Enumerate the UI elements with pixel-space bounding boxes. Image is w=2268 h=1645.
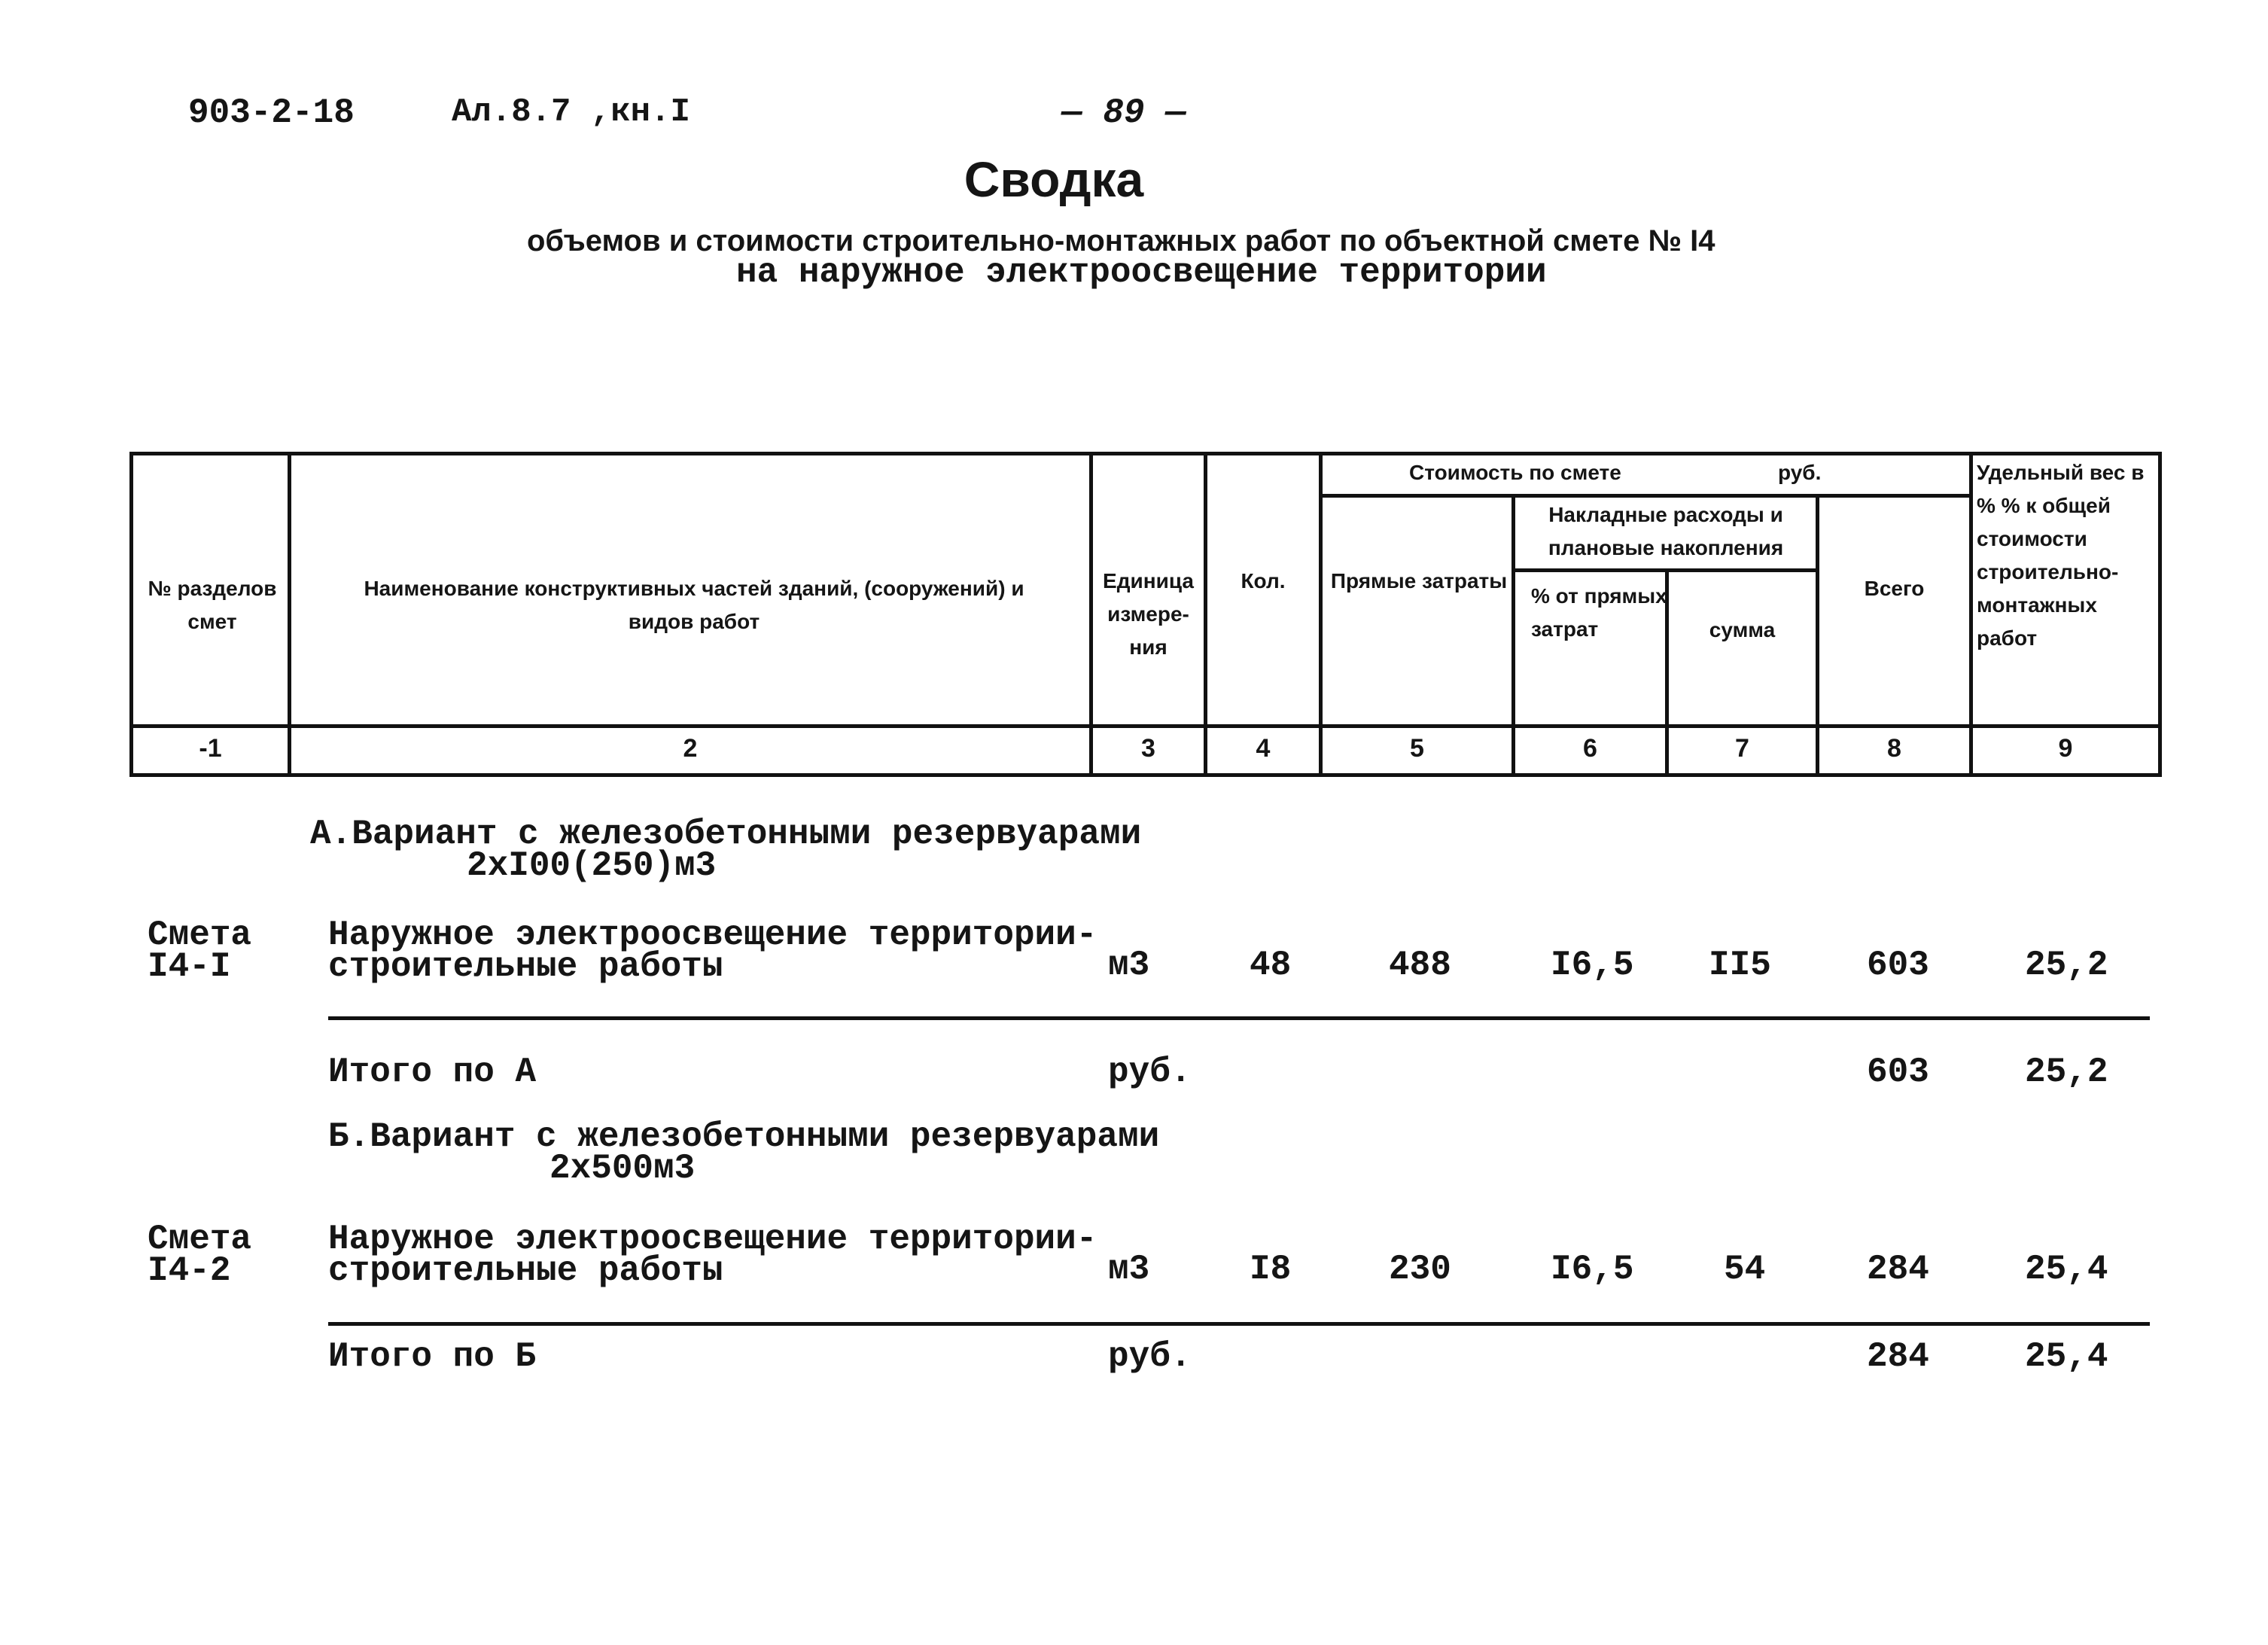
table-col-divider [1969, 452, 1973, 777]
col-number: 9 [2058, 734, 2073, 763]
col-number: 7 [1735, 734, 1749, 763]
work-description: Наружное электроосвещение территории- [328, 1220, 1097, 1259]
header-section-number: № разделов смет [148, 577, 277, 633]
table-col-divider [288, 452, 291, 777]
estimate-label: Смета [148, 1220, 252, 1259]
table-col-divider [1204, 452, 1207, 777]
album-reference: Ал.8.7 ,кн.I [452, 93, 690, 131]
col-number: -1 [199, 734, 222, 763]
col-number: 5 [1410, 734, 1424, 763]
work-description: Наружное электроосвещение территории- [328, 915, 1097, 955]
direct-cost-value: 230 [1389, 1250, 1451, 1289]
subtotal-rule [328, 1016, 2150, 1020]
total-value: 284 [1867, 1250, 1929, 1289]
section-a-heading-capacity: 2хI00(250)м3 [467, 846, 717, 885]
col-number: 3 [1141, 734, 1155, 763]
header-overhead-group: Накладные расходы и плановые накопления [1548, 503, 1784, 559]
quantity-value: 48 [1250, 946, 1292, 985]
subtotal-rule [328, 1322, 2150, 1326]
subtotal-share: 25,4 [2025, 1337, 2108, 1376]
estimate-label: Смета [148, 915, 252, 955]
header-cost-group: Стоимость по смете [1409, 461, 1621, 484]
unit-value: м3 [1108, 1250, 1150, 1289]
overhead-percent-value: I6,5 [1551, 946, 1634, 985]
subtotal-total: 284 [1867, 1337, 1929, 1376]
header-total: Всего [1864, 577, 1925, 600]
col-number: 2 [683, 734, 698, 763]
document-code: 903-2-18 [188, 93, 355, 133]
estimate-number: I4-2 [148, 1251, 231, 1290]
overhead-sum-value: II5 [1709, 946, 1771, 985]
subtotal-unit: руб. [1108, 1337, 1192, 1376]
subtitle-line-2: на наружное электроосвещение территории [736, 253, 1547, 292]
estimate-number: I4-I [148, 947, 231, 986]
col-number: 4 [1256, 734, 1271, 763]
subtitle-line-1: объемов и стоимости строительно-монтажных работ по объектной смете № I4 [527, 224, 1715, 257]
section-b-heading: Б.Вариант с железобетонными резервуарами [328, 1117, 1160, 1156]
table-border-left [129, 452, 133, 777]
subtotal-unit: руб. [1108, 1052, 1192, 1092]
table-border-right [2158, 452, 2162, 777]
total-value: 603 [1867, 946, 1929, 985]
header-overhead-percent: % от прямых затрат [1531, 584, 1667, 641]
subtotal-label: Итого по Б [328, 1337, 537, 1376]
table-border-top [129, 452, 2162, 455]
share-value: 25,4 [2025, 1250, 2108, 1289]
cost-group-divider [1319, 494, 1969, 498]
table-col-divider [1319, 452, 1323, 777]
header-share: Удельный вес в % % к общей стоимости строительно-монтажных работ [1977, 461, 2145, 650]
subtotal-label: Итого по А [328, 1052, 537, 1092]
overhead-sum-value: 54 [1724, 1250, 1766, 1289]
table-border-bottom [129, 773, 2162, 777]
header-direct-costs: Прямые затраты [1330, 569, 1508, 593]
summary-table-header [129, 452, 2162, 777]
subtotal-total: 603 [1867, 1052, 1929, 1092]
share-value: 25,2 [2025, 946, 2108, 985]
unit-value: м3 [1108, 946, 1150, 985]
header-cost-unit: руб. [1778, 461, 1822, 484]
header-unit: Единица измере-ния [1103, 569, 1194, 659]
table-number-row-divider [129, 724, 2162, 728]
section-a-heading: А.Вариант с железобетонными резервуарами [310, 815, 1142, 854]
header-overhead-sum: сумма [1709, 618, 1776, 641]
col-number: 6 [1583, 734, 1597, 763]
work-description-cont: строительные работы [328, 947, 723, 986]
page-number: — 89 — [1061, 93, 1186, 133]
header-quantity: Кол. [1241, 569, 1286, 593]
overhead-group-divider [1511, 568, 1816, 572]
col-number: 8 [1887, 734, 1901, 763]
overhead-percent-value: I6,5 [1551, 1250, 1634, 1289]
subtotal-share: 25,2 [2025, 1052, 2108, 1092]
quantity-value: I8 [1250, 1250, 1292, 1289]
direct-cost-value: 488 [1389, 946, 1451, 985]
work-description-cont: строительные работы [328, 1251, 723, 1290]
section-b-heading-capacity: 2х500м3 [549, 1149, 696, 1188]
header-work-name: Наименование конструктивных частей зданий, (сооружений) и видов работ [364, 577, 1024, 633]
page-title: Сводка [964, 151, 1144, 207]
